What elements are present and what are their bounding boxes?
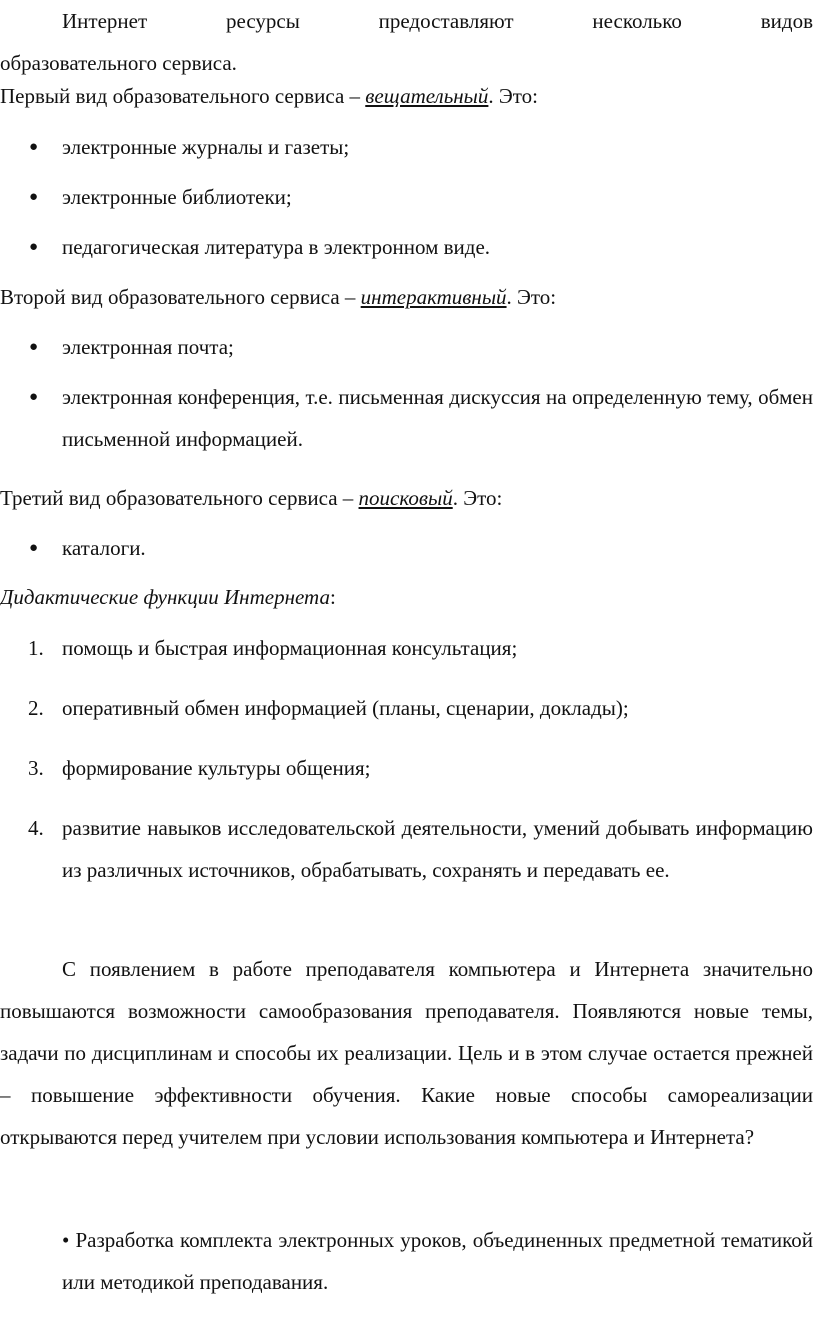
first-type-list bbox=[0, 126, 813, 268]
second-type-list bbox=[0, 326, 813, 460]
didactic-list bbox=[0, 627, 813, 891]
list-item: ● педагогическая литература в электронном виде. bbox=[0, 226, 813, 268]
first-type-paragraph bbox=[0, 75, 813, 117]
list-item: 3. формирование культуры общения; bbox=[0, 747, 813, 789]
didactic-heading: Дидактические функции Интернета: bbox=[0, 585, 336, 609]
bullet-icon: ● bbox=[29, 389, 39, 405]
final-bullet-paragraph: • Разработка комплекта электронных уроков, объединенных предметной тематикой или методикой преподавания. bbox=[62, 1228, 813, 1294]
intro-paragraph bbox=[0, 0, 813, 84]
list-item: ● электронная почта; bbox=[0, 326, 813, 368]
first-type-prefix: Первый вид образовательного сервиса – bbox=[0, 84, 366, 108]
bullet-icon: ● bbox=[29, 540, 39, 556]
item-number: 3. bbox=[28, 756, 44, 780]
main-paragraph: С появлением в работе преподавателя компьютера и Интернета значительно повышаются возможности самообразования преподавателя. Появляются новые темы, задачи по дисциплинам и способы их реализации. Цель и в этом случае остается прежней – повышение эффективности обучения. Какие новые способы самореализации открываются перед учителем при условии использования компьютера и Интернета? bbox=[0, 957, 813, 1149]
third-type-prefix: Третий вид образовательного сервиса – bbox=[0, 486, 359, 510]
second-type-term: интерактивный bbox=[360, 285, 507, 309]
third-type-suffix: . Это: bbox=[452, 486, 503, 510]
item-number: 4. bbox=[28, 816, 44, 840]
first-type-term: вещательный bbox=[365, 84, 489, 108]
list-item: 2. оперативный обмен информацией (планы, сценарии, доклады); bbox=[0, 687, 813, 729]
second-type-suffix: . Это: bbox=[506, 285, 557, 309]
list-item: ● электронные библиотеки; bbox=[0, 176, 813, 218]
third-type-paragraph bbox=[0, 477, 813, 519]
intro-line-1: Интернет ресурсы предоставляют несколько видов bbox=[62, 9, 813, 33]
list-item: ● электронная конференция, т.е. письменная дискуссия на определенную тему, обмен письменной информацией. bbox=[0, 376, 813, 460]
item-number: 1. bbox=[28, 636, 44, 660]
second-type-paragraph bbox=[0, 276, 813, 318]
list-item: ● каталоги. bbox=[0, 527, 813, 569]
bullet-icon: ● bbox=[29, 339, 39, 355]
first-type-suffix: . Это: bbox=[488, 84, 539, 108]
list-item: 4. развитие навыков исследовательской деятельности, умений добывать информацию из различных источников, обрабатывать, сохранять и передавать ее. bbox=[0, 807, 813, 891]
intro-line-2: образовательного сервиса. bbox=[0, 51, 237, 75]
third-type-list bbox=[0, 527, 813, 569]
bullet-icon: ● bbox=[29, 239, 39, 255]
third-type-term: поисковый bbox=[358, 486, 453, 510]
list-item: 1. помощь и быстрая информационная консультация; bbox=[0, 627, 813, 669]
second-type-prefix: Второй вид образовательного сервиса – bbox=[0, 285, 361, 309]
bullet-icon: ● bbox=[29, 189, 39, 205]
bullet-icon: ● bbox=[29, 139, 39, 155]
list-item: ● электронные журналы и газеты; bbox=[0, 126, 813, 168]
item-number: 2. bbox=[28, 696, 44, 720]
